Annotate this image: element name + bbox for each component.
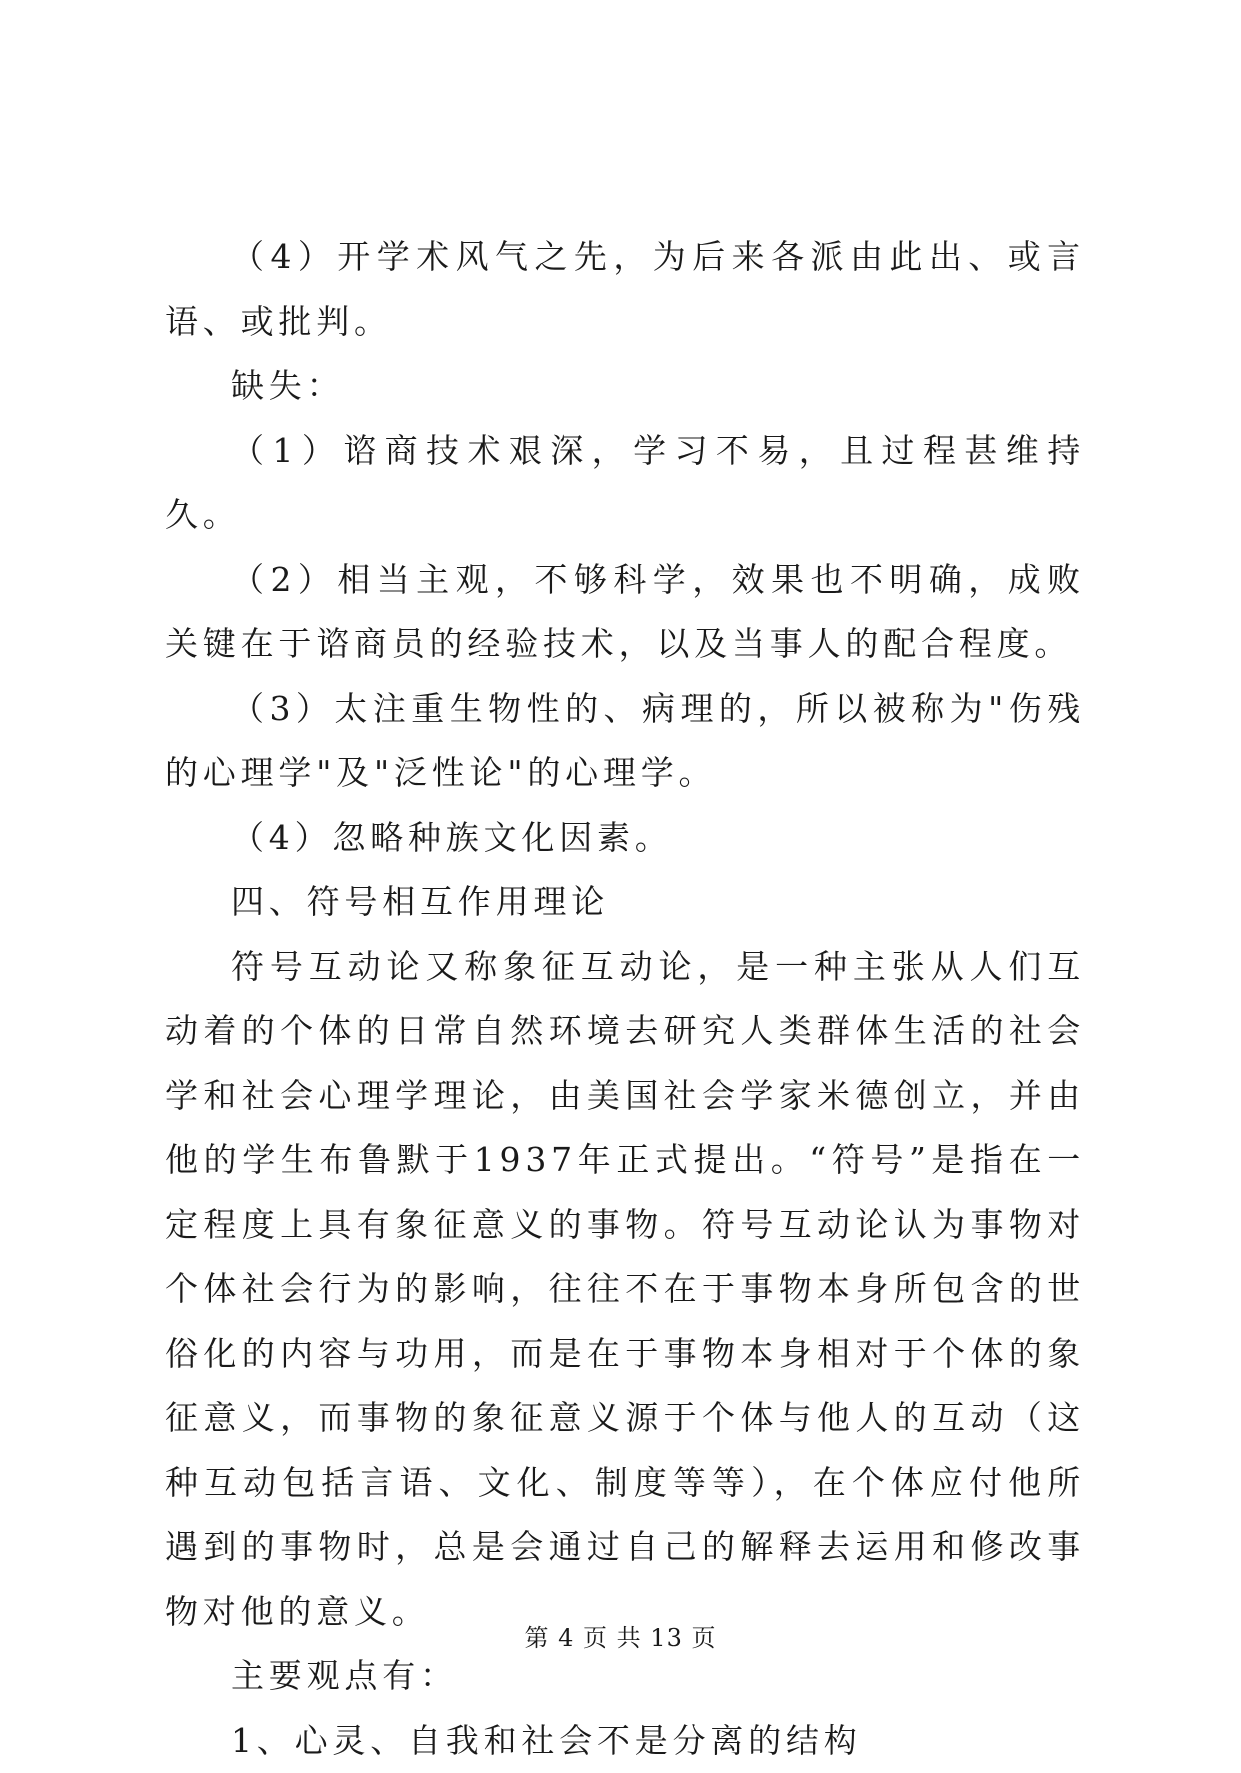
paragraph-shortcomings-heading: 缺失： [165,354,1085,419]
document-body [165,225,1085,1773]
paragraph-shortcoming-2: （2）相当主观，不够科学，效果也不明确，成败关键在于谘商员的经验技术，以及当事人的配合程度。 [165,548,1085,677]
section-heading-symbolic-interaction: 四、符号相互作用理论 [165,870,1085,935]
paragraph-symbolic-interaction-body: 符号互动论又称象征互动论，是一种主张从人们互动着的个体的日常自然环境去研究人类群体生活的社会学和社会心理学理论，由美国社会学家米德创立，并由他的学生布鲁默于1937年正式提出。“符号”是指在一定程度上具有象征意义的事物。符号互动论认为事物对个体社会行为的影响，往往不在于事物本身所包含的世俗化的内容与功用，而是在于事物本身相对于个体的象征意义，而事物的象征意义源于个体与他人的互动（这种互动包括言语、文化、制度等等），在个体应付他所遇到的事物时，总是会通过自己的解释去运用和修改事物对他的意义。 [165,935,1085,1645]
paragraph-point-1: 1、心灵、自我和社会不是分离的结构 [165,1709,1085,1773]
paragraph-shortcoming-3: （3）太注重生物性的、病理的，所以被称为"伤残的心理学"及"泛性论"的心理学。 [165,677,1085,806]
paragraph-shortcoming-4: （4）忽略种族文化因素。 [165,806,1085,871]
page-footer: 第 4 页 共 13 页 [0,1618,1241,1653]
paragraph-merit-4: （4）开学术风气之先，为后来各派由此出、或言语、或批判。 [165,225,1085,354]
paragraph-main-points-heading: 主要观点有： [165,1644,1085,1709]
paragraph-shortcoming-1: （1）谘商技术艰深，学习不易，且过程甚维持久。 [165,419,1085,548]
